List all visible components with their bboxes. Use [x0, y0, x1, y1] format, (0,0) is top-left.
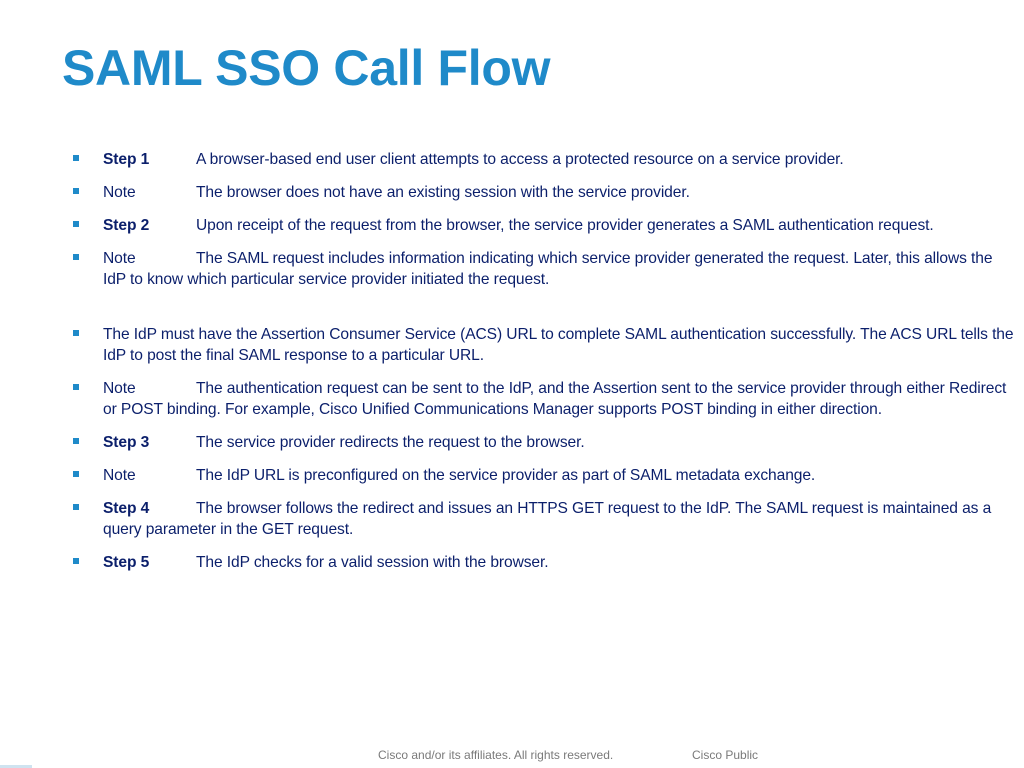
square-bullet-icon	[73, 438, 79, 444]
square-bullet-icon	[73, 254, 79, 260]
bullet-item	[73, 248, 1018, 290]
bullet-item	[73, 552, 1018, 573]
bullet-lead: Step 1	[103, 151, 150, 168]
bullet-item	[73, 324, 1018, 366]
square-bullet-icon	[73, 155, 79, 161]
bullet-text: The browser follows the redirect and issues an HTTPS GET request to the IdP. The SAML request is maintained as a query parameter in the GET request.	[103, 500, 992, 538]
bullet-lead: Note	[103, 467, 136, 484]
square-bullet-icon	[73, 221, 79, 227]
bullet-item	[73, 432, 1018, 453]
bullet-item	[73, 465, 1018, 486]
bullet-item	[73, 498, 1018, 540]
slide-title: SAML SSO Call Flow	[62, 40, 551, 96]
bullet-item	[73, 182, 1018, 203]
bullet-text: The browser does not have an existing session with the service provider.	[196, 184, 690, 201]
bullet-text: The IdP URL is preconfigured on the service provider as part of SAML metadata exchange.	[196, 467, 816, 484]
bullet-text: A browser-based end user client attempts to access a protected resource on a service provider.	[196, 151, 844, 168]
footer-classification: Cisco Public	[692, 748, 759, 762]
bullet-item	[73, 149, 1018, 170]
footer-copyright: Cisco and/or its affiliates. All rights reserved.	[378, 748, 614, 762]
bullet-lead: Step 5	[103, 554, 150, 571]
bullet-lead: Note	[103, 380, 136, 397]
bullet-lead: Step 4	[103, 500, 150, 517]
square-bullet-icon	[73, 558, 79, 564]
bullet-text: The IdP checks for a valid session with the browser.	[196, 554, 549, 571]
bullet-list	[73, 149, 1018, 585]
bullet-item	[73, 378, 1018, 420]
square-bullet-icon	[73, 384, 79, 390]
square-bullet-icon	[73, 330, 79, 336]
square-bullet-icon	[73, 188, 79, 194]
bullet-item	[73, 215, 1018, 236]
bullet-text: The IdP must have the Assertion Consumer Service (ACS) URL to complete SAML authentication successfully. The ACS URL tells the IdP to post the final SAML response to a particular URL.	[103, 326, 1014, 364]
bullet-lead: Step 2	[103, 217, 150, 234]
bullet-lead: Note	[103, 250, 136, 267]
bullet-lead: Step 3	[103, 434, 150, 451]
bullet-text: The authentication request can be sent to the IdP, and the Assertion sent to the service provider through either Redirect or POST binding. For example, Cisco Unified Communications Manager supports POST binding in either direction.	[103, 380, 1007, 418]
bullet-text: The SAML request includes information indicating which service provider generated the request. Later, this allows the IdP to know which particular service provider initiated the request.	[103, 250, 993, 288]
bullet-text: The service provider redirects the request to the browser.	[196, 434, 585, 451]
square-bullet-icon	[73, 471, 79, 477]
bullet-text: Upon receipt of the request from the browser, the service provider generates a SAML authentication request.	[196, 217, 934, 234]
bullet-lead: Note	[103, 184, 136, 201]
square-bullet-icon	[73, 504, 79, 510]
